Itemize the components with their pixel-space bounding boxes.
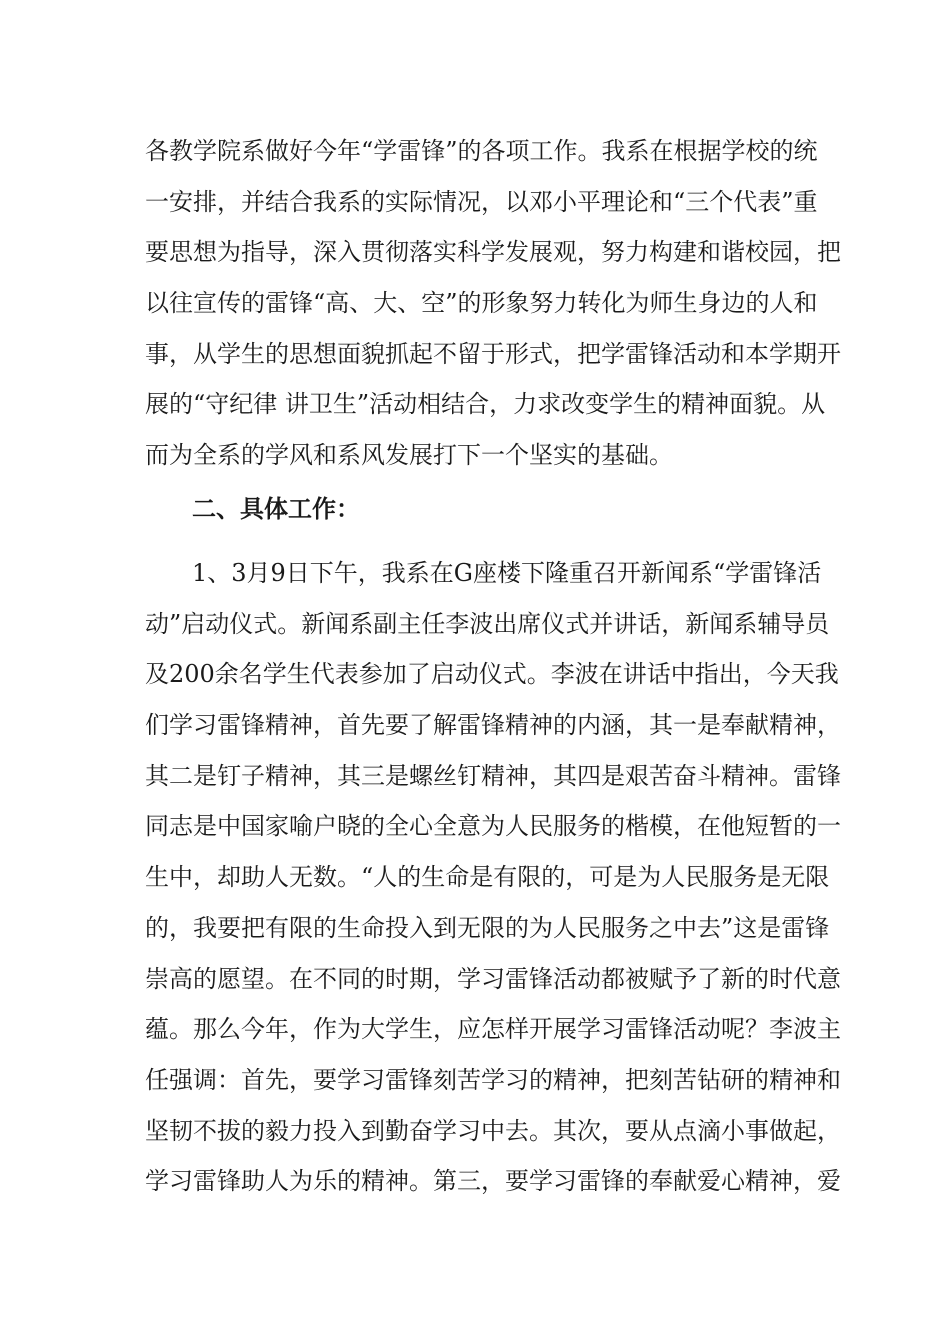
intro-paragraph	[145, 126, 841, 481]
item-1-paragraph	[145, 548, 841, 1207]
paragraph-line: 要思想为指导，深入贯彻落实科学发展观，努力构建和谐校园，把	[145, 238, 841, 267]
paragraph-line: 及200余名学生代表参加了启动仪式。李波在讲话中指出，今天我	[145, 660, 839, 689]
paragraph-line: 而为全系的学风和系风发展打下一个坚实的基础。	[145, 441, 673, 470]
paragraph-line: 蕴。那么今年，作为大学生，应怎样开展学习雷锋活动呢？李波主	[145, 1015, 841, 1044]
paragraph-line: 其二是钉子精神，其三是螺丝钉精神，其四是艰苦奋斗精神。雷锋	[145, 761, 841, 790]
paragraph-line: 1、3月9日下午，我系在G座楼下隆重召开新闻系“学雷锋活	[192, 559, 822, 587]
paragraph-line: 们学习雷锋精神，首先要了解雷锋精神的内涵，其一是奉献精神，	[145, 711, 841, 740]
section-heading	[192, 484, 852, 535]
paragraph-line: 学习雷锋助人为乐的精神。第三，要学习雷锋的奉献爱心精神，爱	[145, 1167, 841, 1196]
paragraph-line: 展的“守纪律 讲卫生”活动相结合，力求改变学生的精神面貌。从	[145, 390, 826, 419]
paragraph-line: 任强调：首先，要学习雷锋刻苦学习的精神，把刻苦钻研的精神和	[145, 1065, 841, 1094]
paragraph-line: 各教学院系做好今年“学雷锋”的各项工作。我系在根据学校的统	[145, 137, 818, 165]
section-heading-text: 二、具体工作：	[192, 494, 360, 523]
paragraph-line: 以往宣传的雷锋“高、大、空”的形象努力转化为师生身边的人和	[145, 289, 818, 318]
paragraph-line: 事，从学生的思想面貌抓起不留于形式，把学雷锋活动和本学期开	[145, 339, 841, 368]
paragraph-line: 崇高的愿望。在不同的时期，学习雷锋活动都被赋予了新的时代意	[145, 964, 841, 993]
paragraph-line: 一安排，并结合我系的实际情况，以邓小平理论和“三个代表”重	[145, 187, 818, 216]
paragraph-line: 坚韧不拔的毅力投入到勤奋学习中去。其次，要从点滴小事做起，	[145, 1116, 841, 1145]
paragraph-line: 生中，却助人无数。“人的生命是有限的，可是为人民服务是无限	[145, 863, 830, 892]
paragraph-line: 同志是中国家喻户晓的全心全意为人民服务的楷模，在他短暂的一	[145, 812, 841, 841]
paragraph-line: 的，我要把有限的生命投入到无限的为人民服务之中去”这是雷锋	[145, 913, 830, 942]
paragraph-line: 动”启动仪式。新闻系副主任李波出席仪式并讲话，新闻系辅导员	[145, 609, 830, 638]
